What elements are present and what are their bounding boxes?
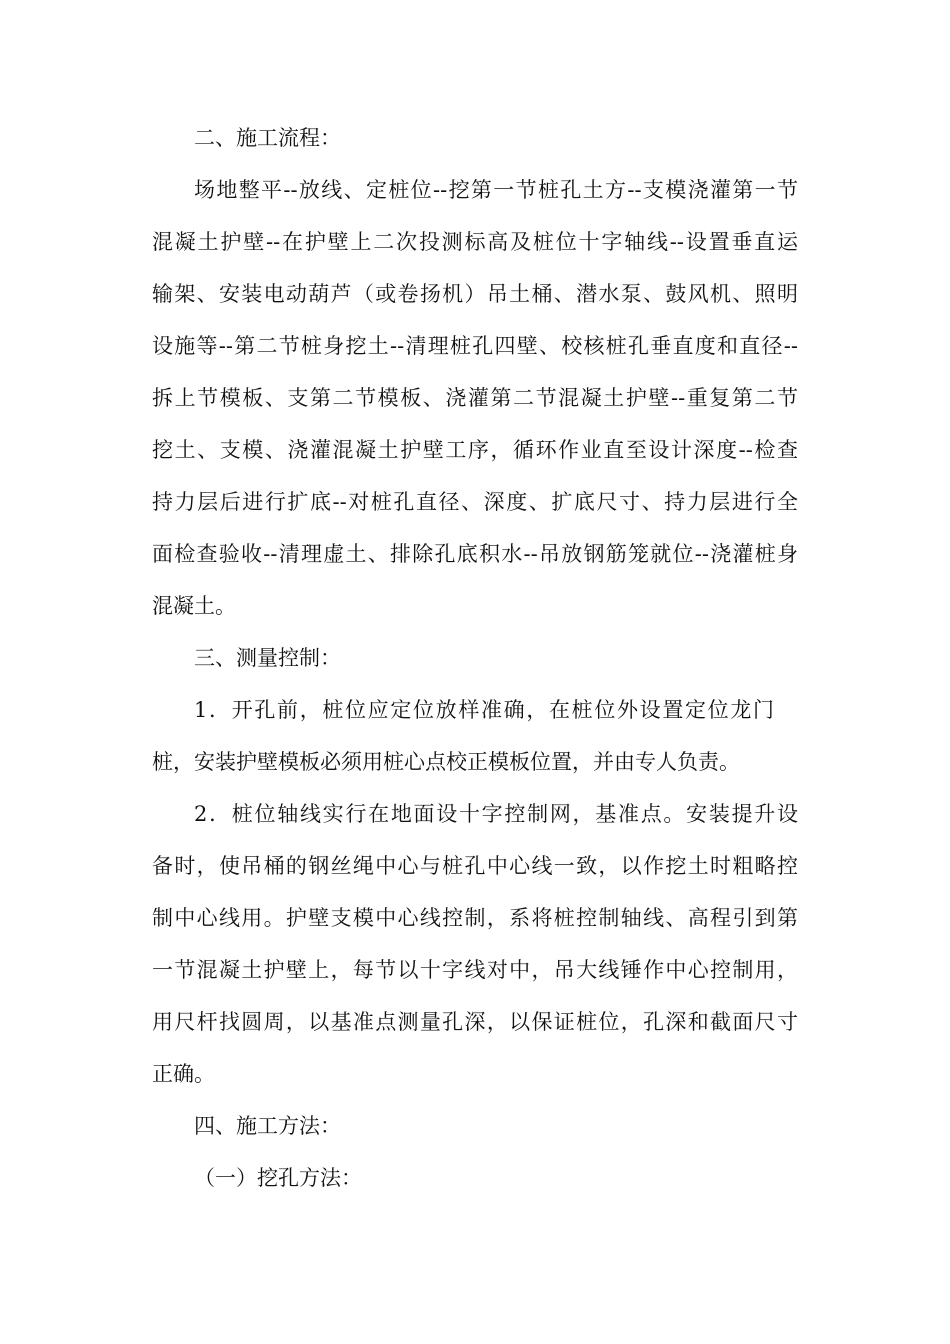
process-line-7: 持力层后进行扩底--对桩孔直径、深度、扩底尺寸、持力层进行全 (152, 490, 798, 514)
process-line-2: 混凝土护壁--在护壁上二次投测标高及桩位十字轴线--设置垂直运 (152, 230, 798, 254)
section-heading-process: 二、施工流程： (194, 126, 341, 150)
process-line-4: 设施等--第二节桩身挖土--清理桩孔四壁、校核桩孔垂直度和直径-- (152, 334, 798, 358)
survey-item-2-line-6: 正确。 (152, 1062, 215, 1086)
process-line-9: 混凝土。 (152, 594, 236, 618)
process-line-6: 挖土、支模、浇灌混凝土护壁工序，循环作业直至设计深度--检查 (152, 438, 798, 462)
section-heading-method: 四、施工方法： (194, 1114, 341, 1138)
process-line-3: 输架、安装电动葫芦（或卷扬机）吊土桶、潜水泵、鼓风机、照明 (152, 282, 798, 306)
survey-item-2-line-4: 一节混凝土护壁上，每节以十字线对中，吊大线锤作中心控制用， (152, 958, 798, 982)
section-heading-survey: 三、测量控制： (194, 646, 341, 670)
survey-item-2-line-1: 2．桩位轴线实行在地面设十字控制网，基准点。安装提升设 (194, 802, 798, 826)
survey-item-2-line-5: 用尺杆找圆周，以基准点测量孔深，以保证桩位，孔深和截面尺寸 (152, 1010, 798, 1034)
survey-item-1-line-1: 1．开孔前，桩位应定位放样准确，在桩位外设置定位龙门 (194, 698, 774, 722)
survey-item-2-line-2: 备时，使吊桶的钢丝绳中心与桩孔中心线一致，以作挖土时粗略控 (152, 854, 798, 878)
survey-item-2-line-3: 制中心线用。护壁支模中心线控制，系将桩控制轴线、高程引到第 (152, 906, 798, 930)
process-line-1: 场地整平--放线、定桩位--挖第一节桩孔土方--支模浇灌第一节 (194, 178, 798, 202)
survey-item-1-line-2: 桩，安装护壁模板必须用桩心点校正模板位置，并由专人负责。 (152, 750, 740, 774)
process-line-8: 面检查验收--清理虚土、排除孔底积水--吊放钢筋笼就位--浇灌桩身 (152, 542, 798, 566)
subsection-heading-excavation: （一）挖孔方法： (194, 1166, 362, 1190)
process-line-5: 拆上节模板、支第二节模板、浇灌第二节混凝土护壁--重复第二节 (152, 386, 798, 410)
